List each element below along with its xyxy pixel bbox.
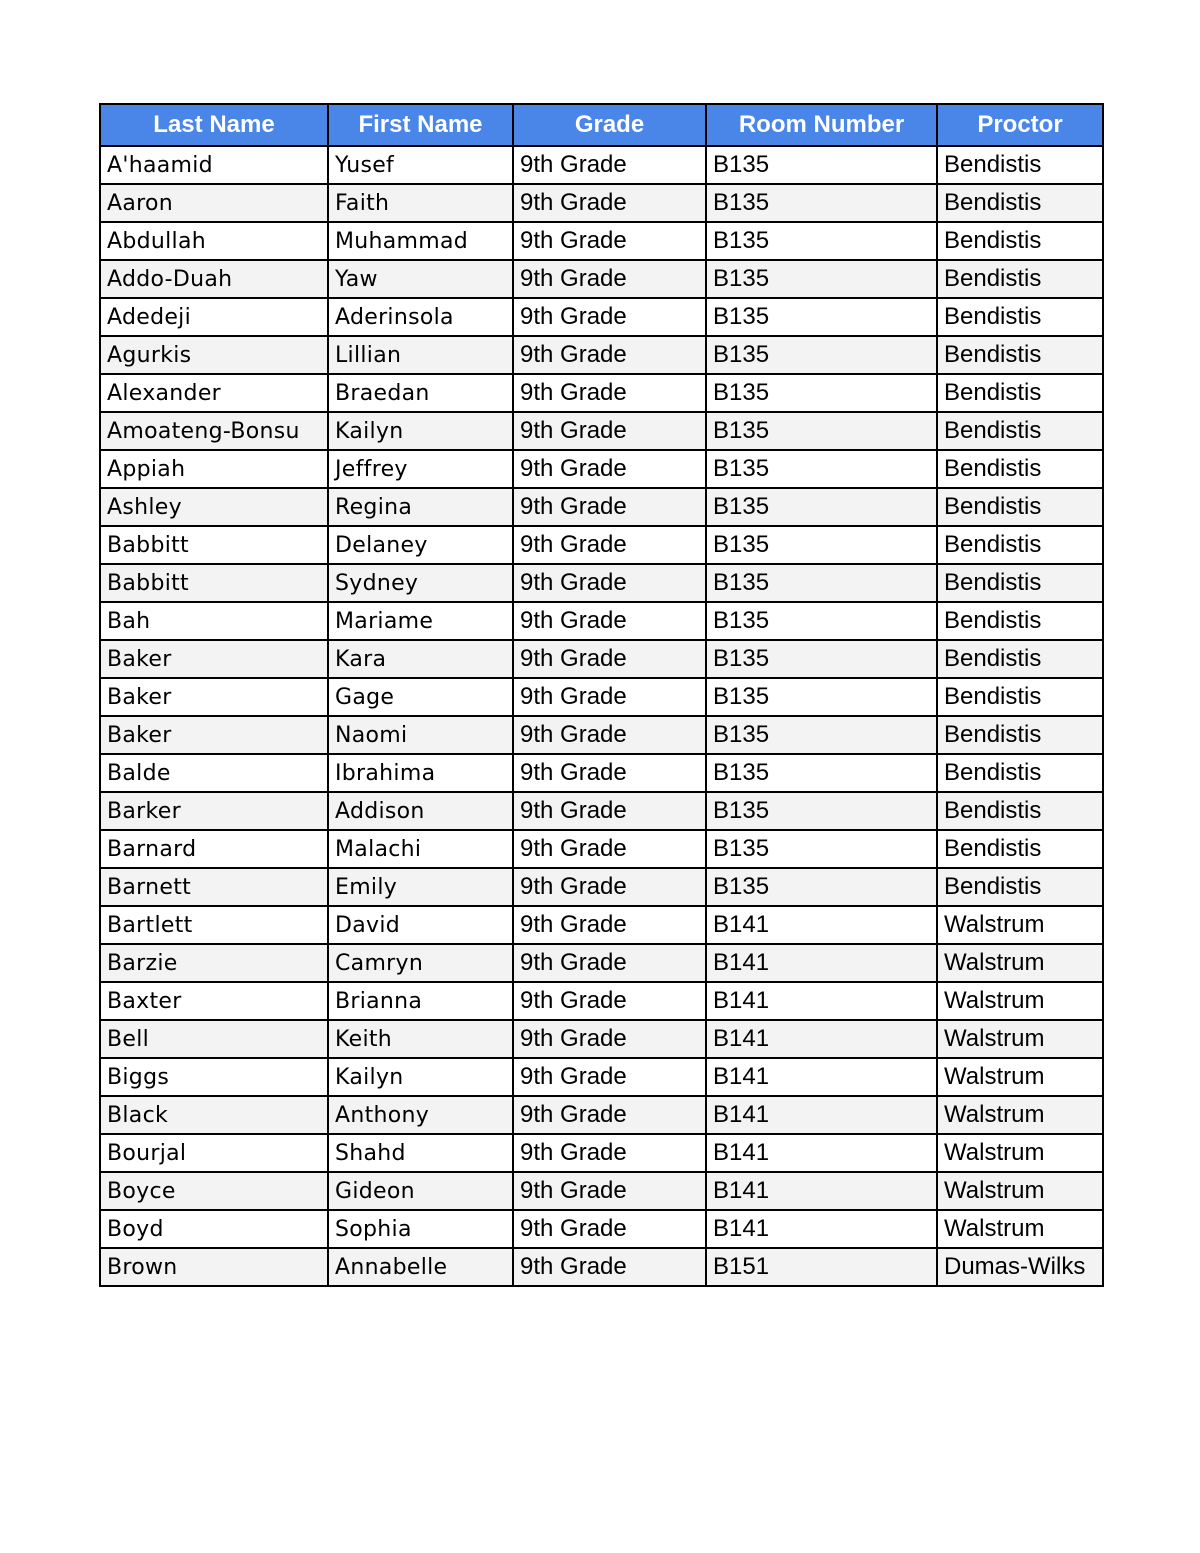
room-number-cell: B141 [706, 1210, 937, 1248]
grade-cell: 9th Grade [513, 602, 706, 640]
first-name-cell: Yaw [328, 260, 513, 298]
proctor-cell: Walstrum [937, 1020, 1103, 1058]
header-first-name: First Name [328, 104, 513, 146]
room-number-cell: B135 [706, 640, 937, 678]
grade-cell: 9th Grade [513, 526, 706, 564]
grade-cell: 9th Grade [513, 336, 706, 374]
room-number-cell: B135 [706, 374, 937, 412]
proctor-cell: Bendistis [937, 602, 1103, 640]
room-number-cell: B135 [706, 450, 937, 488]
room-number-cell: B151 [706, 1248, 937, 1286]
grade-cell: 9th Grade [513, 488, 706, 526]
table-row [100, 830, 1103, 868]
room-number-cell: B135 [706, 792, 937, 830]
first-name-cell: Braedan [328, 374, 513, 412]
proctor-cell: Bendistis [937, 564, 1103, 602]
proctor-cell: Bendistis [937, 450, 1103, 488]
grade-cell: 9th Grade [513, 222, 706, 260]
proctor-cell: Bendistis [937, 640, 1103, 678]
last-name-cell: Bah [100, 602, 328, 640]
proctor-cell: Dumas-Wilks [937, 1248, 1103, 1286]
table-body [100, 146, 1103, 1286]
table-row [100, 1210, 1103, 1248]
last-name-cell: Ashley [100, 488, 328, 526]
grade-cell: 9th Grade [513, 640, 706, 678]
grade-cell: 9th Grade [513, 412, 706, 450]
proctor-cell: Bendistis [937, 336, 1103, 374]
table-row [100, 1020, 1103, 1058]
table-row [100, 260, 1103, 298]
last-name-cell: Barker [100, 792, 328, 830]
last-name-cell: Barzie [100, 944, 328, 982]
first-name-cell: David [328, 906, 513, 944]
table-row [100, 1172, 1103, 1210]
room-number-cell: B135 [706, 602, 937, 640]
table-row [100, 602, 1103, 640]
first-name-cell: Camryn [328, 944, 513, 982]
first-name-cell: Lillian [328, 336, 513, 374]
grade-cell: 9th Grade [513, 450, 706, 488]
last-name-cell: Bourjal [100, 1134, 328, 1172]
table-row [100, 412, 1103, 450]
first-name-cell: Yusef [328, 146, 513, 184]
table-row [100, 982, 1103, 1020]
grade-cell: 9th Grade [513, 868, 706, 906]
table-row [100, 906, 1103, 944]
last-name-cell: Adedeji [100, 298, 328, 336]
table-header [100, 104, 1103, 146]
header-last-name: Last Name [100, 104, 328, 146]
proctor-cell: Walstrum [937, 944, 1103, 982]
first-name-cell: Sydney [328, 564, 513, 602]
room-number-cell: B135 [706, 830, 937, 868]
first-name-cell: Aderinsola [328, 298, 513, 336]
last-name-cell: Boyce [100, 1172, 328, 1210]
table-row [100, 868, 1103, 906]
proctor-cell: Walstrum [937, 982, 1103, 1020]
last-name-cell: Balde [100, 754, 328, 792]
last-name-cell: Addo-Duah [100, 260, 328, 298]
header-grade: Grade [513, 104, 706, 146]
last-name-cell: Aaron [100, 184, 328, 222]
first-name-cell: Sophia [328, 1210, 513, 1248]
last-name-cell: Biggs [100, 1058, 328, 1096]
grade-cell: 9th Grade [513, 982, 706, 1020]
last-name-cell: Bartlett [100, 906, 328, 944]
proctor-cell: Bendistis [937, 754, 1103, 792]
last-name-cell: Babbitt [100, 526, 328, 564]
proctor-cell: Walstrum [937, 1096, 1103, 1134]
room-number-cell: B135 [706, 868, 937, 906]
proctor-cell: Walstrum [937, 906, 1103, 944]
room-number-cell: B135 [706, 260, 937, 298]
room-number-cell: B135 [706, 298, 937, 336]
proctor-cell: Bendistis [937, 868, 1103, 906]
grade-cell: 9th Grade [513, 792, 706, 830]
first-name-cell: Kara [328, 640, 513, 678]
table-row [100, 1134, 1103, 1172]
proctor-cell: Walstrum [937, 1172, 1103, 1210]
room-number-cell: B135 [706, 184, 937, 222]
grade-cell: 9th Grade [513, 1248, 706, 1286]
table-row [100, 564, 1103, 602]
table-row [100, 1058, 1103, 1096]
grade-cell: 9th Grade [513, 1172, 706, 1210]
proctor-cell: Bendistis [937, 716, 1103, 754]
header-proctor: Proctor [937, 104, 1103, 146]
table-row [100, 716, 1103, 754]
proctor-cell: Bendistis [937, 678, 1103, 716]
proctor-cell: Bendistis [937, 526, 1103, 564]
first-name-cell: Mariame [328, 602, 513, 640]
last-name-cell: Barnard [100, 830, 328, 868]
grade-cell: 9th Grade [513, 564, 706, 602]
room-number-cell: B135 [706, 412, 937, 450]
table-row [100, 1096, 1103, 1134]
first-name-cell: Delaney [328, 526, 513, 564]
room-number-cell: B141 [706, 944, 937, 982]
last-name-cell: Baker [100, 678, 328, 716]
room-number-cell: B141 [706, 1058, 937, 1096]
first-name-cell: Ibrahima [328, 754, 513, 792]
first-name-cell: Gideon [328, 1172, 513, 1210]
proctor-cell: Walstrum [937, 1210, 1103, 1248]
table-row [100, 184, 1103, 222]
proctor-cell: Bendistis [937, 222, 1103, 260]
proctor-cell: Bendistis [937, 374, 1103, 412]
room-number-cell: B141 [706, 1134, 937, 1172]
room-number-cell: B135 [706, 716, 937, 754]
last-name-cell: Babbitt [100, 564, 328, 602]
last-name-cell: Baker [100, 716, 328, 754]
table-row [100, 374, 1103, 412]
last-name-cell: Alexander [100, 374, 328, 412]
table-row [100, 336, 1103, 374]
last-name-cell: Abdullah [100, 222, 328, 260]
proctor-cell: Bendistis [937, 488, 1103, 526]
table-row [100, 678, 1103, 716]
first-name-cell: Gage [328, 678, 513, 716]
grade-cell: 9th Grade [513, 184, 706, 222]
proctor-cell: Walstrum [937, 1134, 1103, 1172]
first-name-cell: Naomi [328, 716, 513, 754]
table-row [100, 488, 1103, 526]
first-name-cell: Kailyn [328, 1058, 513, 1096]
grade-cell: 9th Grade [513, 1210, 706, 1248]
grade-cell: 9th Grade [513, 944, 706, 982]
grade-cell: 9th Grade [513, 1096, 706, 1134]
grade-cell: 9th Grade [513, 260, 706, 298]
first-name-cell: Anthony [328, 1096, 513, 1134]
table-row [100, 792, 1103, 830]
proctor-cell: Bendistis [937, 260, 1103, 298]
first-name-cell: Jeffrey [328, 450, 513, 488]
table-row [100, 450, 1103, 488]
room-number-cell: B141 [706, 1172, 937, 1210]
first-name-cell: Muhammad [328, 222, 513, 260]
grade-cell: 9th Grade [513, 298, 706, 336]
first-name-cell: Emily [328, 868, 513, 906]
last-name-cell: A'haamid [100, 146, 328, 184]
room-number-cell: B141 [706, 906, 937, 944]
last-name-cell: Agurkis [100, 336, 328, 374]
grade-cell: 9th Grade [513, 830, 706, 868]
proctor-cell: Bendistis [937, 412, 1103, 450]
grade-cell: 9th Grade [513, 146, 706, 184]
last-name-cell: Amoateng-Bonsu [100, 412, 328, 450]
first-name-cell: Shahd [328, 1134, 513, 1172]
first-name-cell: Kailyn [328, 412, 513, 450]
grade-cell: 9th Grade [513, 1058, 706, 1096]
last-name-cell: Brown [100, 1248, 328, 1286]
first-name-cell: Brianna [328, 982, 513, 1020]
grade-cell: 9th Grade [513, 678, 706, 716]
proctor-cell: Bendistis [937, 830, 1103, 868]
room-number-cell: B141 [706, 1096, 937, 1134]
table-row [100, 222, 1103, 260]
proctor-cell: Bendistis [937, 792, 1103, 830]
table-row [100, 526, 1103, 564]
first-name-cell: Faith [328, 184, 513, 222]
header-row [100, 104, 1103, 146]
first-name-cell: Annabelle [328, 1248, 513, 1286]
last-name-cell: Boyd [100, 1210, 328, 1248]
proctor-cell: Walstrum [937, 1058, 1103, 1096]
room-number-cell: B135 [706, 222, 937, 260]
last-name-cell: Black [100, 1096, 328, 1134]
proctor-cell: Bendistis [937, 146, 1103, 184]
room-number-cell: B135 [706, 146, 937, 184]
table-row [100, 944, 1103, 982]
grade-cell: 9th Grade [513, 754, 706, 792]
last-name-cell: Baker [100, 640, 328, 678]
last-name-cell: Barnett [100, 868, 328, 906]
table-row [100, 1248, 1103, 1286]
first-name-cell: Addison [328, 792, 513, 830]
grade-cell: 9th Grade [513, 1020, 706, 1058]
proctor-cell: Bendistis [937, 184, 1103, 222]
room-number-cell: B135 [706, 526, 937, 564]
grade-cell: 9th Grade [513, 1134, 706, 1172]
last-name-cell: Baxter [100, 982, 328, 1020]
first-name-cell: Regina [328, 488, 513, 526]
first-name-cell: Malachi [328, 830, 513, 868]
room-number-cell: B135 [706, 488, 937, 526]
table-row [100, 298, 1103, 336]
table-row [100, 640, 1103, 678]
grade-cell: 9th Grade [513, 906, 706, 944]
grade-cell: 9th Grade [513, 716, 706, 754]
room-number-cell: B141 [706, 1020, 937, 1058]
table-row [100, 754, 1103, 792]
header-room-number: Room Number [706, 104, 937, 146]
room-number-cell: B135 [706, 336, 937, 374]
room-number-cell: B135 [706, 678, 937, 716]
room-number-cell: B141 [706, 982, 937, 1020]
student-roster-table [99, 103, 1104, 1287]
proctor-cell: Bendistis [937, 298, 1103, 336]
room-number-cell: B135 [706, 754, 937, 792]
last-name-cell: Bell [100, 1020, 328, 1058]
room-number-cell: B135 [706, 564, 937, 602]
table-row [100, 146, 1103, 184]
last-name-cell: Appiah [100, 450, 328, 488]
grade-cell: 9th Grade [513, 374, 706, 412]
first-name-cell: Keith [328, 1020, 513, 1058]
